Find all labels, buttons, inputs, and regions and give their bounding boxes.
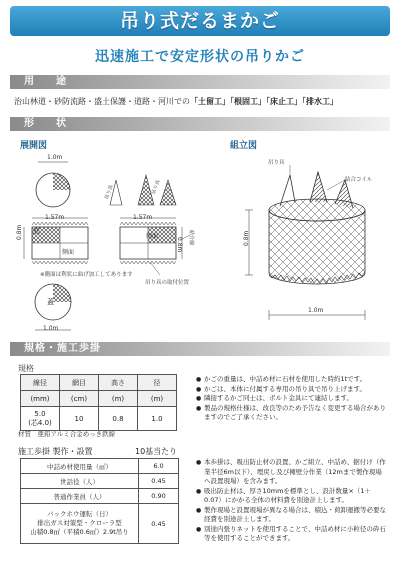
- step-per: 10基当たり: [135, 447, 178, 456]
- table-row: [21, 474, 179, 489]
- label-bottom: 底: [33, 227, 40, 235]
- spec-notes-list: [196, 375, 388, 423]
- list-item: ● かごは、本体に付属する専用の吊り具で吊り上げます。: [196, 385, 388, 395]
- spec-unit: (m): [99, 391, 138, 407]
- step-label: バックホウ運転（日） 排出ガス対策型・クローラ型 山積0.8㎥（平積0.6㎥）2.9t吊り: [21, 504, 139, 544]
- spec-unit-row: [21, 391, 177, 407]
- step-value: 0.90: [139, 489, 179, 504]
- label-hanger-b: 吊り具: [150, 179, 162, 196]
- label-side: 側面: [146, 233, 159, 240]
- spec-heading: 規格: [18, 364, 34, 373]
- table-row: [21, 489, 179, 504]
- use-item: 「土留工」: [190, 97, 230, 106]
- spec-column-header: 高さ: [99, 375, 138, 391]
- label-hanger-assembly: 吊り具: [268, 160, 285, 166]
- section-bar-shape: [10, 117, 390, 131]
- use-item: 「床止工」: [266, 97, 302, 106]
- spec-value: 0.8: [99, 407, 138, 431]
- spec-value: 1.0: [138, 407, 177, 431]
- list-item: ● 本歩掛は、吸出防止材の設置、かご組立、中詰め、据付け（作業半径6m以下）、埋戻し及び擁壁分作業（12mまで製作現場へ設置現場）を含みます。: [196, 458, 388, 487]
- material-note: 材質 亜鉛アルミ合金めっき鉄線: [18, 430, 116, 438]
- step-label: 世話役（人）: [21, 474, 139, 489]
- use-description: [14, 96, 338, 107]
- list-item: ● 製品の規格仕様は、改良等のため予告なく変更する場合がありますのでご了承ください。: [196, 404, 388, 423]
- spec-column-header: 径: [138, 375, 177, 391]
- assembly-label: 組立図: [230, 141, 258, 151]
- label-binding: 結合線: [188, 230, 194, 246]
- page-title: 吊り式だるまかご: [10, 6, 390, 36]
- step-title: 施工歩掛 製作・設置: [18, 447, 93, 456]
- table-row: [21, 459, 179, 474]
- section-title-shape: 形 状: [24, 118, 72, 129]
- dim-height-b: 0.8m: [176, 237, 183, 253]
- dim-length-a: 1.57m: [45, 214, 65, 221]
- spec-value: 5.0 (芯4.0): [21, 407, 60, 431]
- spec-unit: (mm): [21, 391, 60, 407]
- dim-assembly-height: 0.8m: [243, 230, 250, 246]
- spec-value: 10: [60, 407, 99, 431]
- spec-unit: (cm): [60, 391, 99, 407]
- label-coil: 結合コイル: [345, 177, 373, 183]
- table-row: [21, 504, 179, 544]
- spec-column-header: 線径: [21, 375, 60, 391]
- list-item: ● 製作現場と設置現場が異なる場合は、積込・荷卸運搬等必要な経費を別途計上します。: [196, 506, 388, 525]
- section-bar-spec: [10, 342, 390, 356]
- use-item: 「排水工」: [302, 97, 338, 106]
- step-label: 中詰め材使用量（㎥）: [21, 459, 139, 474]
- step-value: 0.45: [139, 504, 179, 544]
- note-hanger: 吊り具の取付位置: [145, 280, 190, 286]
- step-table: [20, 458, 179, 544]
- note-lid: ※側面は利状に曲げ加工してあります: [40, 272, 133, 278]
- section-bar-use: [10, 75, 390, 89]
- page-subtitle: 迅速施工で安定形状の吊りかご: [95, 49, 305, 65]
- list-item: ● 別途内張りネットを使用することで、中詰め材に小粒径の砕石等を使用することができます。: [196, 525, 388, 544]
- spec-table: [20, 374, 177, 431]
- dim-top-width: 1.0m: [47, 154, 63, 161]
- spec-value-row: [21, 407, 177, 431]
- step-label: 普通作業員（人）: [21, 489, 139, 504]
- dim-height: 0.8m: [16, 224, 23, 240]
- spec-unit: (m): [138, 391, 177, 407]
- dim-assembly-width: 1.0m: [308, 307, 324, 314]
- step-notes-list: [196, 458, 388, 544]
- step-value: 6.0: [139, 459, 179, 474]
- list-item: ● 隣接するかご同士は、ボルト金具にて連結します。: [196, 394, 388, 404]
- spec-header-row: [21, 375, 177, 391]
- dim-bottom-width: 1.0m: [43, 325, 59, 332]
- list-item: ● 吸出防止材は、厚さ10mmを標準とし、設計数量×（1＋0.07）にかかる全体の材料費を別途計上します。: [196, 487, 388, 506]
- list-item: ● かごの重量は、中詰め材に石材を使用した時約1tです。: [196, 375, 388, 385]
- spec-column-header: 網目: [60, 375, 99, 391]
- section-title-spec: 規格・施工歩掛: [24, 343, 101, 354]
- section-title-use: 用 途: [24, 76, 72, 87]
- label-lid: 蓋: [47, 298, 54, 306]
- step-value: 0.45: [139, 474, 179, 489]
- dim-length-b: 1.57m: [133, 214, 153, 221]
- label-side: 側面: [62, 249, 75, 256]
- use-item: 「根固工」: [230, 97, 266, 106]
- label-hanger: 吊り具: [103, 184, 115, 201]
- development-label: 展開図: [20, 141, 48, 151]
- use-prefix: 治山林道・砂防流路・盛土保護・道路・河川での: [14, 97, 190, 106]
